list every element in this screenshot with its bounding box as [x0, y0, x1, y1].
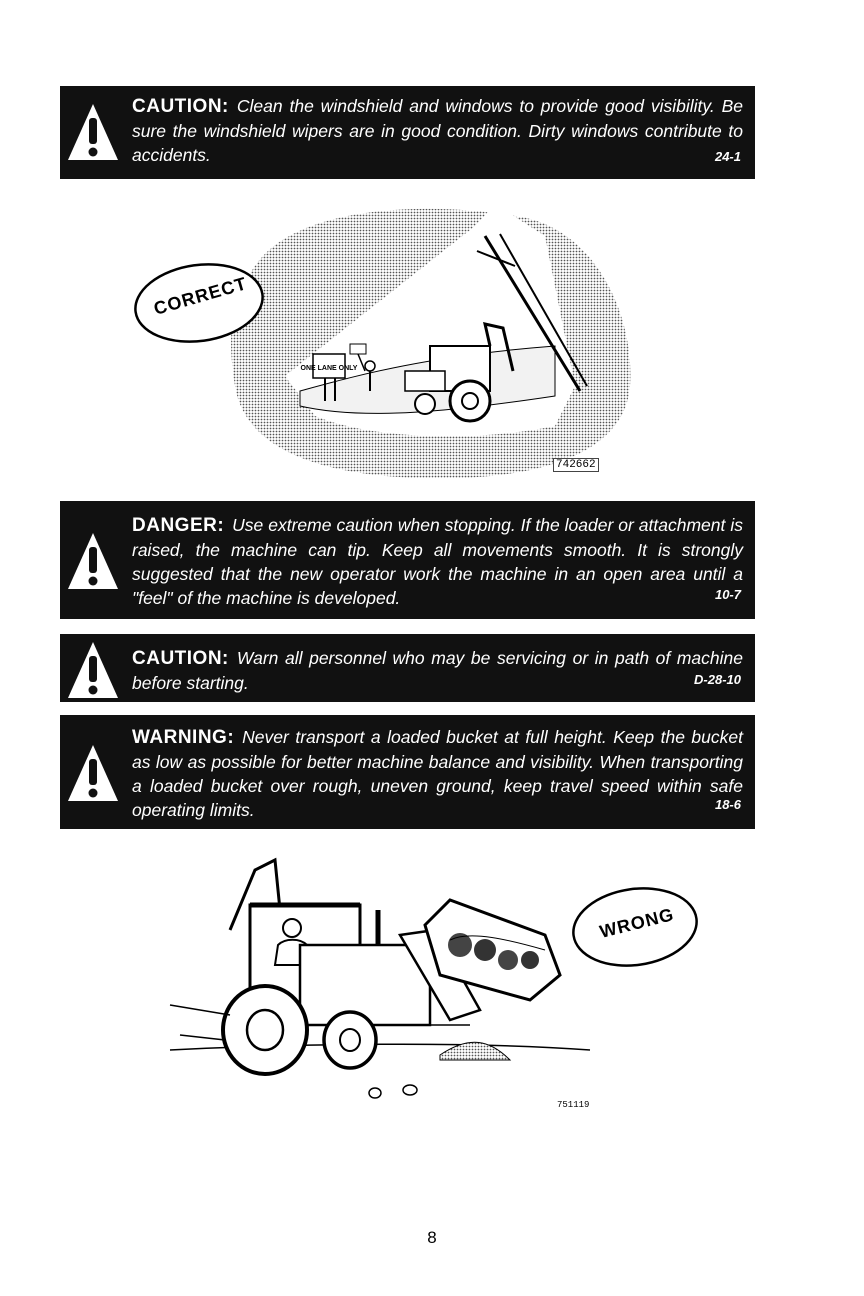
figure-number: 751119 — [557, 1100, 590, 1110]
caution-text: Warn all personnel who may be servicing or in path of machine before starting. — [132, 648, 743, 693]
wrong-label-bubble — [570, 885, 700, 969]
warning-text: Never transport a loaded bucket at full height. Keep the bucket as low as possible for better machine balance and visibility. When transporting a loaded bucket over rough, uneven ground, keep travel speed within safe operating limits. — [132, 727, 743, 820]
warning-triangle-icon — [66, 640, 120, 700]
warning-triangle-icon — [66, 743, 120, 803]
warning-triangle-icon — [66, 531, 120, 591]
danger-heading: DANGER: — [132, 515, 225, 536]
figure-correct-visibility — [125, 196, 645, 491]
sign-text: ONE LANE ONLY — [300, 365, 358, 372]
caution-box-windshield — [60, 86, 755, 179]
warning-heading: WARNING: — [132, 727, 235, 748]
danger-text: Use extreme caution when stopping. If the loader or attachment is raised, the machine can tip. Keep all movements smooth. It is strongly suggested that the new operator work the machine in an open area until a "feel" of the machine is developed. — [132, 515, 743, 608]
warning-box-bucket — [60, 715, 755, 829]
danger-box-stopping — [60, 501, 755, 619]
caution-code: 24-1 — [714, 149, 741, 164]
warning-triangle-icon — [66, 102, 120, 162]
caution-box-personnel — [60, 634, 755, 702]
wrong-label: WRONG — [597, 904, 677, 942]
caution-heading: CAUTION: — [132, 96, 229, 117]
caution-heading: CAUTION: — [132, 648, 229, 669]
danger-code: 10-7 — [714, 587, 741, 602]
correct-label-bubble — [133, 258, 265, 344]
correct-label: CORRECT — [151, 273, 250, 319]
figure-wrong-loaded-bucket — [150, 850, 720, 1145]
figure-number: 742662 — [553, 458, 599, 472]
page-number: 8 — [427, 1228, 437, 1247]
warning-code: 18-6 — [714, 797, 741, 812]
caution-text: Clean the windshield and windows to provide good visibility. Be sure the windshield wipers are in good condition. Dirty windows contribute to accidents. — [132, 96, 743, 165]
caution-code: D-28-10 — [694, 672, 741, 687]
